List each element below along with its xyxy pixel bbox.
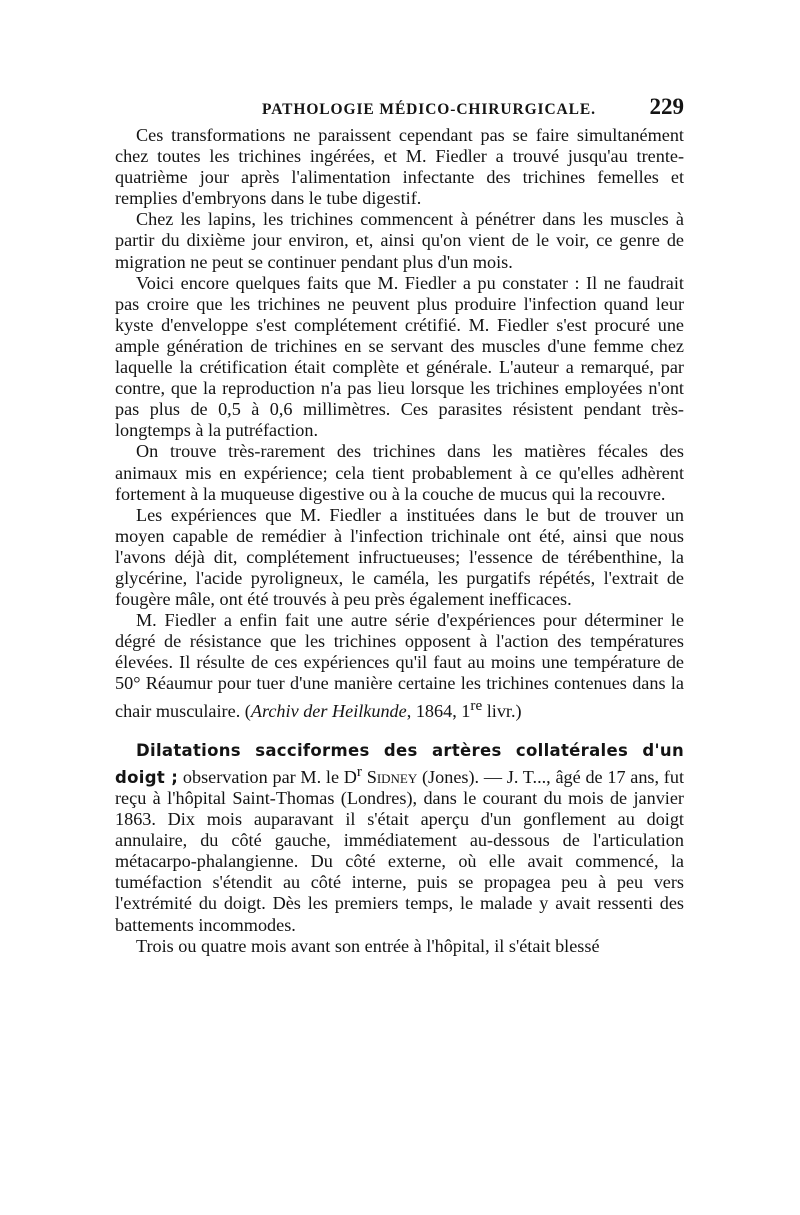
observation-intro: observation par M. le D	[178, 766, 357, 787]
section-heading: Dilatations sacciformes des artères collatérales d'un doigt ;	[115, 740, 684, 787]
paragraph-6	[115, 610, 684, 722]
author-name: Sidney	[366, 766, 418, 787]
running-title: PATHOLOGIE MÉDICO-CHIRURGICALE.	[262, 101, 596, 118]
journal-title: Archiv der Heilkunde	[250, 700, 407, 721]
ordinal-superscript: re	[470, 696, 483, 714]
citation-year: , 1864, 1	[406, 700, 471, 721]
citation-end: livr.)	[482, 700, 522, 721]
paragraph-8: Trois ou quatre mois avant son entrée à l'hôpital, il s'était blessé	[136, 935, 600, 956]
paragraph-2: Chez les lapins, les trichines commencent à pénétrer dans les muscles à partir du dixième jour environ, et, ainsi qu'on vient de le voir, ce genre de migration ne peut se continuer pendant plus d'un mois.	[115, 209, 684, 272]
paragraph-7	[115, 740, 684, 936]
section-gap	[115, 722, 684, 740]
paragraph-4: On trouve très-rarement des trichines dans les matières fécales des animaux mis en expérience; cela tient probablement à ce qu'elles adhèrent fortement à la muqueuse digestive ou à la couche de mucus qui la recouvre.	[115, 441, 684, 504]
paragraph-3: Voici encore quelques faits que M. Fiedler a pu constater : Il ne faudrait pas croire que les trichines ne peuvent plus produire l'infection quand leur kyste d'enveloppe s'est complétement crétifié. M. Fiedler s'est procuré une ample génération de trichines en se servant des muscles d'une femme chez laquelle la crétification était complète et générale. L'auteur a remarqué, par contre, que la reproduction n'a pas lieu lorsque les trichines employées n'ont pas plus de 0,5 à 0,6 millimètres. Ces parasites résistent pendant très-longtemps à la putréfaction.	[115, 272, 684, 441]
page-header	[262, 94, 684, 123]
body-text	[115, 125, 684, 957]
paragraph-6-text: M. Fiedler a enfin fait une autre série d'expériences pour déterminer le dégré de résistance que les trichines opposent à l'action des températures élevées. Il résulte de ces expériences qu'il faut au moins une température de 50° Réaumur pour tuer d'une manière certaine les trichines contenues dans la chair musculaire. (	[115, 610, 684, 721]
doctor-superscript: r	[356, 762, 362, 780]
paragraph-7-text: (Jones). — J. T..., âgé de 17 ans, fut reçu à l'hôpital Saint-Thomas (Londres), dans le courant du mois de janvier 1863. Dix mois auparavant il s'était aperçu d'un gonflement au doigt annulaire, du côté gauche, immédiatement au-dessous de l'articulation métacarpo-phalangienne. Du côté externe, où elle avait commencé, la tuméfaction s'étendit au côté interne, puis se propagea peu à peu vers l'extrémité du doigt. Dès les premiers temps, le malade y avait ressenti des battements incommodes.	[115, 766, 685, 935]
paragraph-5: Les expériences que M. Fiedler a instituées dans le but de trouver un moyen capable de remédier à l'infection trichinale ont été, ainsi que nous l'avons déjà dit, complétement infructueuses; l'essence de térébenthine, la glycérine, l'acide pyroligneux, le caméla, les purgatifs répétés, l'extrait de fougère mâle, ont été trouvés à peu près également inefficaces.	[115, 504, 684, 610]
paragraph-1: Ces transformations ne paraissent cependant pas se faire simultanément chez toutes les trichines ingérées, et M. Fiedler a trouvé jusqu'au trente-quatrième jour après l'alimentation infectante des trichines femelles et remplies d'embryons dans le tube digestif.	[115, 125, 684, 209]
page-number: 229	[649, 94, 684, 119]
